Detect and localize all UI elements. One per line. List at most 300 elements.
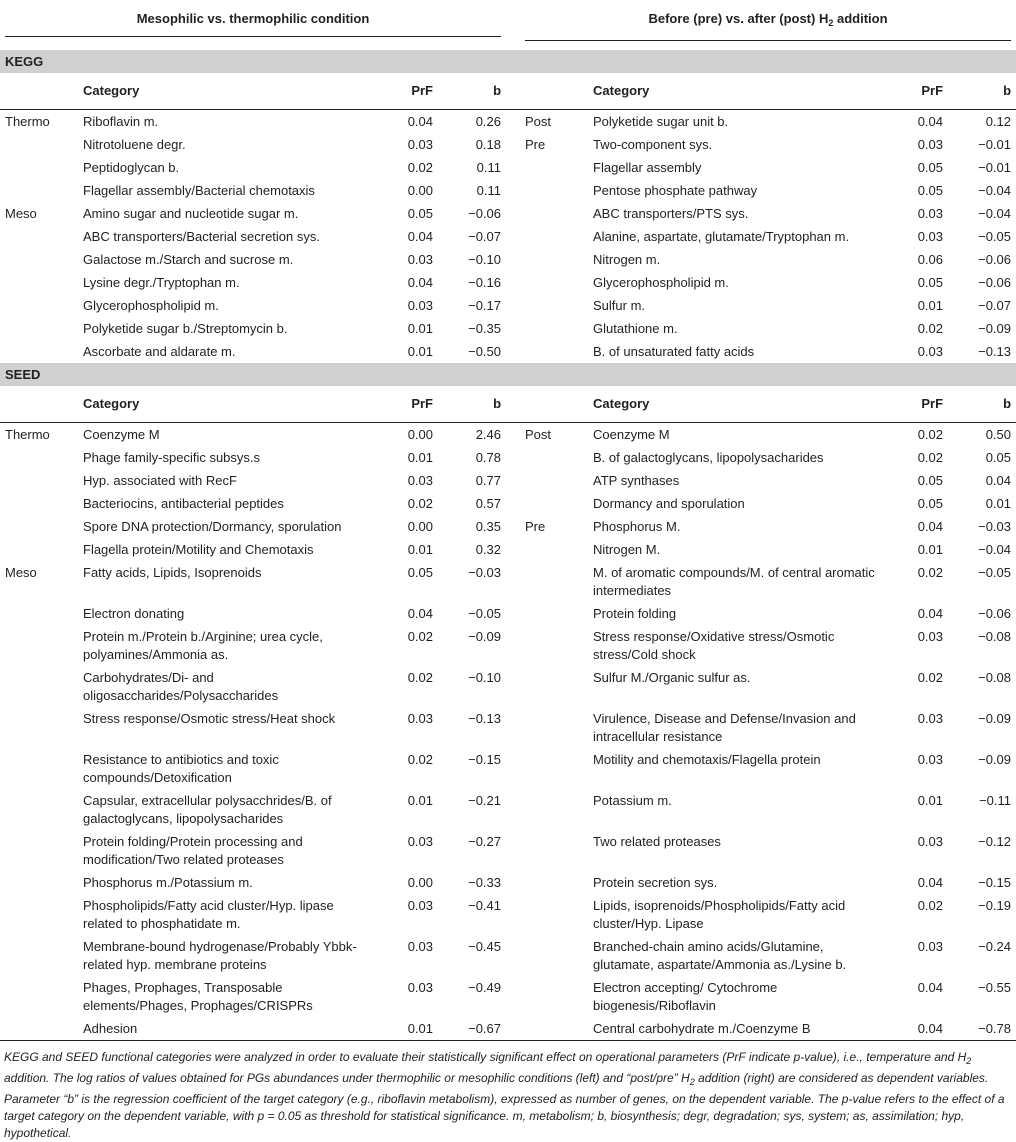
right-group-label [520,602,588,625]
right-category: Sulfur m. [593,298,646,313]
left-group-label [0,294,78,317]
column-spacer [506,133,520,156]
right-group-label [520,976,588,1017]
left-prf-value: 0.00 [407,427,433,442]
left-category: Phospholipids/Fatty acid cluster/Hyp. lipase related to phosphatidate m. [83,898,334,931]
right-prf-value: 0.05 [917,275,944,290]
column-header-b: b [438,73,506,110]
table-footnote: KEGG and SEED functional categories were analyzed in order to evaluate their statistically significant effect on operational parameters (PrF indicate p-value), i.e., temperature and $H_2$ addition. The log ratios of values obtained for PGs abundances under thermophilic or mesophilic conditions (left) and “post/pre” $H_2$ addition (right) are considered as dependent variables. Parameter “b” is the regression coefficient of the target category (e.g., riboflavin metabolism), expressed as number of genes, on the dependent variable. The p-value refers to the effect of a target category on the dependent variable, with p = 0.05 as threshold for statistical significance. m, metabolism; b, biosynthesis; degr, degradation; sys, system; as, assimilation; hyp, hypothetical. [4,1050,1005,1140]
right-category: Glutathione m. [593,321,678,336]
left-b-value: −0.16 [468,275,502,290]
right-category: Motility and chemotaxis/Flagella protein [593,752,821,767]
right-group-label: Post [525,114,552,129]
right-b-value: −0.06 [978,252,1012,267]
right-prf-value: 0.02 [917,427,944,442]
column-spacer [506,1017,520,1041]
left-group-label [0,179,78,202]
right-b-value: −0.05 [978,565,1012,580]
table-row [0,935,1016,976]
left-category: Galactose m./Starch and sucrose m. [83,252,294,267]
right-prf-value: 0.03 [917,939,944,954]
right-b-value: 0.50 [985,427,1012,442]
right-category: Coenzyme M [593,427,670,442]
column-spacer [506,707,520,748]
left-prf-value: 0.02 [407,160,433,175]
column-header-row [0,386,1016,423]
section-title: KEGG [0,50,1016,73]
column-header-prf: PrF [378,386,438,423]
right-group-label [520,156,588,179]
column-header-group [0,73,78,110]
left-b-value: −0.06 [468,206,502,221]
section-header-row [0,363,1016,386]
left-prf-value: 0.01 [407,344,433,359]
column-spacer [506,515,520,538]
right-group-label [520,1017,588,1041]
left-category: Bacteriocins, antibacterial peptides [83,496,284,511]
left-prf-value: 0.00 [407,519,433,534]
right-b-value: −0.19 [978,898,1012,913]
right-group-label [520,625,588,666]
right-b-value: −0.04 [978,183,1012,198]
left-category: Adhesion [78,1017,378,1041]
right-b-value: −0.01 [978,137,1012,152]
left-b-value: −0.50 [468,344,502,359]
left-b-value: −0.13 [468,711,502,726]
table-row [0,707,1016,748]
table-row [0,1017,1016,1041]
left-prf-value: 0.03 [407,980,433,995]
right-category: Branched-chain amino acids/Glutamine, glutamate, aspartate/Ammonia as./Lysine b. [593,939,847,972]
right-group-label [520,538,588,561]
left-group-label [0,748,78,789]
column-header-category: Category [78,386,378,423]
left-category: Fatty acids, Lipids, Isoprenoids [83,565,262,580]
right-category: Two related proteases [593,834,721,849]
right-prf-value: 0.04 [917,875,944,890]
left-category: Riboflavin m. [83,114,159,129]
left-prf-value: 0.03 [407,834,433,849]
right-group-label: Post [525,427,552,442]
right-b-value: −0.15 [978,875,1012,890]
left-b-value: −0.10 [468,252,502,267]
right-prf-value: 0.02 [917,321,944,336]
left-b-value: −0.10 [468,670,502,685]
left-b-value: 0.11 [476,183,502,198]
right-group-label [520,492,588,515]
left-group-label: Meso [5,565,37,580]
right-prf-value: 0.03 [917,229,944,244]
table-row [0,789,1016,830]
right-category: Nitrogen m. [593,252,661,267]
column-spacer [506,469,520,492]
left-b-value: −0.33 [468,875,502,890]
left-prf-value: 0.04 [407,114,433,129]
right-b-value: −0.24 [978,939,1012,954]
right-category: Polyketide sugar unit b. [593,114,729,129]
right-prf-value: 0.03 [917,834,944,849]
left-comparison-header [0,0,506,50]
right-prf-value: 0.01 [917,298,944,313]
left-b-value: 0.32 [475,542,502,557]
column-spacer [506,935,520,976]
table-row [0,133,1016,156]
left-category: Phosphorus m./Potassium m. [83,875,253,890]
left-b-value: −0.41 [468,898,502,913]
left-category: Membrane-bound hydrogenase/Probably Ybbk-related hyp. membrane proteins [83,939,357,972]
table-body [0,50,1016,1041]
left-category: Polyketide sugar b./Streptomycin b. [83,321,288,336]
left-prf-value: 0.02 [407,670,433,685]
right-b-value: −0.09 [978,711,1012,726]
table-row [0,602,1016,625]
table-row [0,666,1016,707]
table-row [0,110,1016,134]
column-header-prf: PrF [378,73,438,110]
left-category: Coenzyme M [83,427,160,442]
right-group-label [520,317,588,340]
right-category: Central carbohydrate m./Coenzyme B [588,1017,888,1041]
table-row [0,225,1016,248]
column-spacer [506,110,520,134]
left-prf-value: 0.03 [407,252,433,267]
table-row [0,538,1016,561]
column-spacer [506,294,520,317]
right-prf-value: 0.03 [917,344,944,359]
right-prf-value: 0.01 [917,793,944,808]
right-prf-value: 0.04 [917,114,944,129]
left-category: Hyp. associated with RecF [83,473,237,488]
right-category: Electron accepting/ Cytochrome biogenesis/Riboflavin [593,980,778,1013]
right-b-value: −0.09 [978,752,1012,767]
right-group-label [520,446,588,469]
column-spacer [506,340,520,363]
right-b-value: 0.12 [985,114,1012,129]
column-spacer [506,423,520,447]
column-header-prf: PrF [888,386,948,423]
right-group-label [520,935,588,976]
right-b-value: 0.04 [985,473,1012,488]
left-group-label: Meso [5,206,37,221]
left-group-label [0,830,78,871]
right-b-value: −0.12 [978,834,1012,849]
left-b-value: −0.07 [468,229,502,244]
left-category: Lysine degr./Tryptophan m. [83,275,240,290]
right-prf-value: 0.02 [917,898,944,913]
column-header-category: Category [588,73,888,110]
right-prf-value: 0.03 [917,711,944,726]
right-category: B. of galactoglycans, lipopolysacharides [593,450,824,465]
left-category: Nitrotoluene degr. [83,137,186,152]
left-category: Protein m./Protein b./Arginine; urea cycle, polyamines/Ammonia as. [83,629,323,662]
left-group-label [0,707,78,748]
right-b-value: −0.55 [978,980,1012,995]
column-header-b: b [438,386,506,423]
left-prf-value: 0.03 [407,939,433,954]
right-group-label [520,789,588,830]
table-row [0,492,1016,515]
left-category: Resistance to antibiotics and toxic compounds/Detoxification [83,752,279,785]
right-prf-value: 0.02 [917,450,944,465]
right-prf-value: 0.01 [917,542,944,557]
left-group-label [0,625,78,666]
left-prf-value: 0.00 [407,183,433,198]
column-spacer [506,317,520,340]
left-header-text: Mesophilic vs. thermophilic condition [136,11,370,26]
right-group-label [520,294,588,317]
column-header-category: Category [588,386,888,423]
left-group-label [0,248,78,271]
table-row [0,830,1016,871]
left-prf-value: 0.03 [407,473,433,488]
left-group-label [0,602,78,625]
left-category: Glycerophospholipid m. [83,298,219,313]
right-category: M. of aromatic compounds/M. of central aromatic intermediates [593,565,875,598]
left-prf-value: 0.01 [407,321,433,336]
column-header-b: b [948,73,1016,110]
right-prf-value: 0.05 [917,183,944,198]
right-prf-value: 0.04 [888,1017,948,1041]
right-category: Dormancy and sporulation [593,496,745,511]
right-b-value: −0.06 [978,275,1012,290]
left-group-label [0,156,78,179]
column-spacer [506,73,520,110]
table-row [0,423,1016,447]
left-prf-value: 0.03 [407,298,433,313]
left-b-value: 0.26 [475,114,502,129]
left-prf-value: 0.01 [407,542,433,557]
left-b-value: −0.21 [468,793,502,808]
column-spacer [506,830,520,871]
left-prf-value: 0.02 [407,752,433,767]
left-prf-value: 0.03 [407,898,433,913]
left-group-label [0,133,78,156]
right-prf-value: 0.04 [917,980,944,995]
column-spacer [506,602,520,625]
table-row [0,340,1016,363]
right-b-value: −0.08 [978,670,1012,685]
table-row [0,202,1016,225]
table-row [0,248,1016,271]
right-category: B. of unsaturated fatty acids [593,344,755,359]
left-b-value: −0.35 [468,321,502,336]
column-spacer [506,561,520,602]
right-group-label [520,666,588,707]
left-category: Electron donating [83,606,185,621]
column-header-category: Category [78,73,378,110]
right-prf-value: 0.04 [917,606,944,621]
left-prf-value: 0.00 [407,875,433,890]
column-header-group [520,73,588,110]
left-group-label [0,976,78,1017]
left-prf-value: 0.03 [407,711,433,726]
left-group-label [0,515,78,538]
table-row [0,271,1016,294]
left-category: Phage family-specific subsys.s [83,450,261,465]
left-group-label: Thermo [5,427,50,442]
table-row [0,871,1016,894]
right-prf-value: 0.04 [917,519,944,534]
left-prf-value: 0.04 [407,229,433,244]
column-header-row [0,73,1016,110]
section-title: SEED [0,363,1016,386]
left-b-value: 2.46 [475,427,502,442]
right-category: Phosphorus M. [593,519,681,534]
right-b-value: −0.04 [978,206,1012,221]
left-b-value: 0.78 [475,450,502,465]
left-group-label [0,871,78,894]
left-b-value: 0.77 [475,473,502,488]
left-category: Amino sugar and nucleotide sugar m. [83,206,299,221]
right-group-label [520,179,588,202]
left-prf-value: 0.01 [378,1017,438,1041]
column-spacer [506,789,520,830]
left-category: Carbohydrates/Di- and oligosaccharides/Polysaccharides [83,670,279,703]
right-group-label [520,748,588,789]
right-prf-value: 0.03 [917,137,944,152]
column-header-prf: PrF [888,73,948,110]
left-prf-value: 0.04 [407,275,433,290]
right-category: Alanine, aspartate, glutamate/Tryptophan m. [593,229,850,244]
right-b-value: 0.05 [985,450,1012,465]
right-prf-value: 0.05 [917,160,944,175]
right-category: Stress response/Oxidative stress/Osmotic stress/Cold shock [593,629,835,662]
left-b-value: 0.18 [475,137,502,152]
column-spacer [506,446,520,469]
right-group-label [520,225,588,248]
right-category: Protein folding [593,606,677,621]
right-group-label [520,248,588,271]
right-b-value: −0.08 [978,629,1012,644]
right-category: Lipids, isoprenoids/Phospholipids/Fatty acid cluster/Hyp. Lipase [593,898,846,931]
left-b-value: 0.35 [475,519,502,534]
left-prf-value: 0.05 [407,206,433,221]
right-b-value: 0.01 [985,496,1012,511]
comparison-header-row [0,0,1016,50]
left-category: Spore DNA protection/Dormancy, sporulation [83,519,342,534]
right-category: ATP synthases [593,473,680,488]
right-prf-value: 0.03 [917,752,944,767]
left-category: Flagella protein/Motility and Chemotaxis [83,542,314,557]
right-category: Virulence, Disease and Defense/Invasion and intracellular resistance [593,711,856,744]
left-b-value: −0.17 [468,298,502,313]
table-row [0,976,1016,1017]
right-group-label [520,871,588,894]
right-category: Nitrogen M. [593,542,661,557]
left-group-label [0,340,78,363]
table-row [0,625,1016,666]
right-category: Potassium m. [593,793,672,808]
left-prf-value: 0.03 [407,137,433,152]
left-b-value: 0.57 [475,496,502,511]
left-group-label: Thermo [5,114,50,129]
right-prf-value: 0.03 [917,629,944,644]
right-prf-value: 0.02 [917,565,944,580]
right-b-value: −0.07 [978,298,1012,313]
right-b-value: −0.06 [978,606,1012,621]
right-prf-value: 0.02 [917,670,944,685]
column-spacer [506,666,520,707]
table-row [0,561,1016,602]
table-row [0,748,1016,789]
left-b-value: −0.03 [468,565,502,580]
left-category: Peptidoglycan b. [83,160,180,175]
left-group-label [0,271,78,294]
left-category: Protein folding/Protein processing and modification/Two related proteases [83,834,303,867]
left-group-label [0,789,78,830]
column-spacer [506,225,520,248]
table-row [0,294,1016,317]
left-b-value: −0.27 [468,834,502,849]
right-group-label [520,340,588,363]
column-header-group [0,386,78,423]
left-category: Phages, Prophages, Transposable elements/Phages, Prophages/CRISPRs [83,980,313,1013]
left-category: Ascorbate and aldarate m. [83,344,236,359]
column-spacer [506,748,520,789]
right-prf-value: 0.05 [917,496,944,511]
right-group-label [520,202,588,225]
column-spacer [506,976,520,1017]
left-prf-value: 0.02 [407,496,433,511]
table-row [0,446,1016,469]
left-b-value: 0.11 [476,160,502,175]
left-prf-value: 0.05 [407,565,433,580]
left-prf-value: 0.01 [407,450,433,465]
left-prf-value: 0.01 [407,793,433,808]
column-spacer [506,625,520,666]
left-prf-value: 0.04 [407,606,433,621]
column-header-group [520,386,588,423]
right-b-value: −0.11 [979,793,1012,808]
left-prf-value: 0.02 [407,629,433,644]
section-header-row [0,50,1016,73]
right-header-text: Before (pre) vs. after (post) H [648,11,829,26]
right-group-label [520,469,588,492]
right-b-value: −0.78 [948,1017,1016,1041]
left-category: Stress response/Osmotic stress/Heat shock [83,711,336,726]
left-b-value: −0.09 [468,629,502,644]
left-group-label [0,538,78,561]
right-group-label [520,894,588,935]
right-comparison-header: Before (pre) vs. after (post) $H_2$ addition [520,0,1016,50]
column-spacer [506,386,520,423]
right-group-label [520,561,588,602]
right-category: ABC transporters/PTS sys. [593,206,749,221]
table-row [0,156,1016,179]
left-category: ABC transporters/Bacterial secretion sys. [83,229,320,244]
left-b-value: −0.49 [468,980,502,995]
right-b-value: −0.04 [978,542,1012,557]
right-category: Glycerophospholipid m. [593,275,729,290]
left-group-label [0,225,78,248]
table-row [0,515,1016,538]
left-group-label [0,666,78,707]
left-category: Capsular, extracellular polysacchrides/B. of galactoglycans, lipopolysacharides [83,793,332,826]
left-b-value: −0.05 [468,606,502,621]
column-spacer [506,538,520,561]
left-b-value: −0.45 [468,939,502,954]
right-category: Two-component sys. [593,137,713,152]
right-group-label: Pre [525,137,546,152]
table-row [0,469,1016,492]
left-group-label [0,894,78,935]
left-b-value: −0.67 [438,1017,506,1041]
right-group-label [520,271,588,294]
column-spacer [506,248,520,271]
right-group-label [520,707,588,748]
right-category: Protein secretion sys. [593,875,718,890]
table-row [0,894,1016,935]
